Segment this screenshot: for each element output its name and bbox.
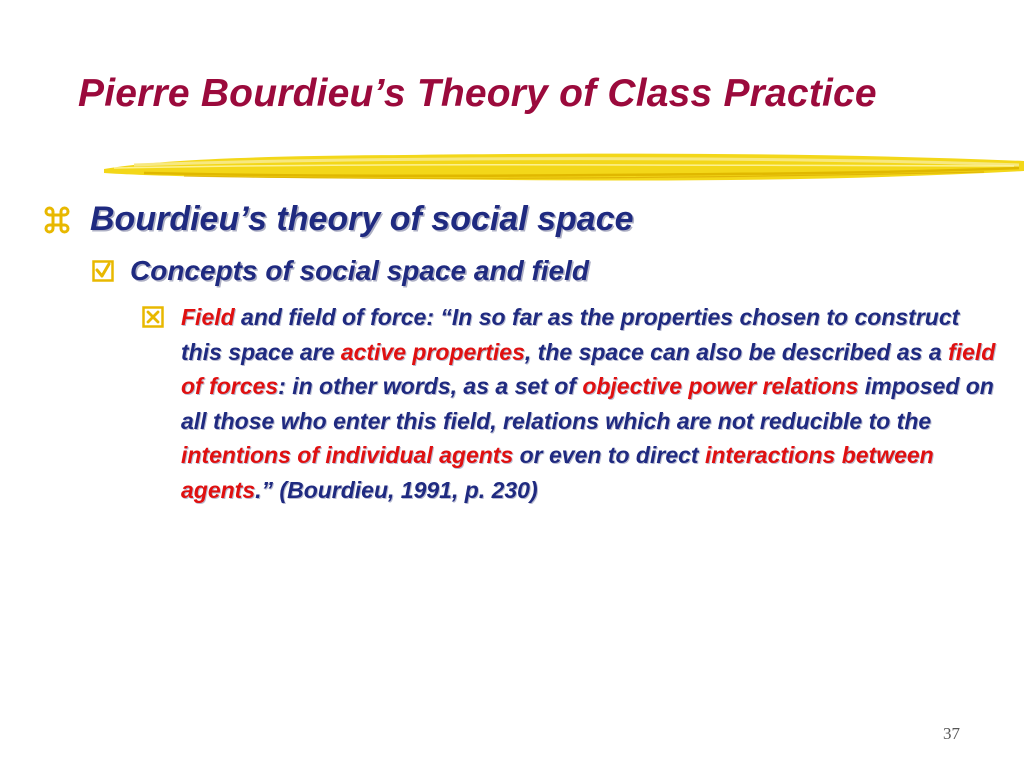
brush-stroke-divider <box>104 145 1024 189</box>
quote-text: and field of force: “In so far as the properties chosen to construct this space are <box>181 304 960 365</box>
bullet-level2-text: Concepts of social space and field <box>130 255 590 286</box>
bullet-level2 <box>92 255 589 287</box>
quote-term-interactions-between-agents: interactions between agents <box>181 442 934 503</box>
quote-citation: .” (Bourdieu, 1991, p. 230) <box>255 476 538 503</box>
quote-term-field-of-forces: field of forces <box>181 338 996 399</box>
quote-text: , the space can also be described as a <box>524 338 949 365</box>
checkbox-check-icon <box>92 260 114 282</box>
quote-term-intentions-of-individual-agents: intentions of individual agents <box>181 442 514 468</box>
quote-text: : in other words, as a set of <box>278 373 583 399</box>
page-number: 37 <box>943 724 960 743</box>
checkbox-x-icon <box>142 306 164 328</box>
bullet-level3 <box>140 300 1000 507</box>
quote-term-field: Field <box>181 304 235 330</box>
quote-term-active-properties: active properties <box>340 338 525 365</box>
slide-title: Pierre Bourdieu’s Theory of Class Practice <box>78 72 877 115</box>
quote-term-objective-power-relations: objective power relations <box>582 373 859 399</box>
field-quote <box>181 300 1000 507</box>
quote-text: imposed on all those who enter this field, relations which are not reducible to the <box>181 373 994 434</box>
bullet-level1-text: Bourdieu’s theory of social space <box>90 200 634 238</box>
command-key-icon <box>44 205 70 235</box>
quote-text: or even to direct <box>513 442 705 468</box>
bullet-level1 <box>44 200 634 239</box>
